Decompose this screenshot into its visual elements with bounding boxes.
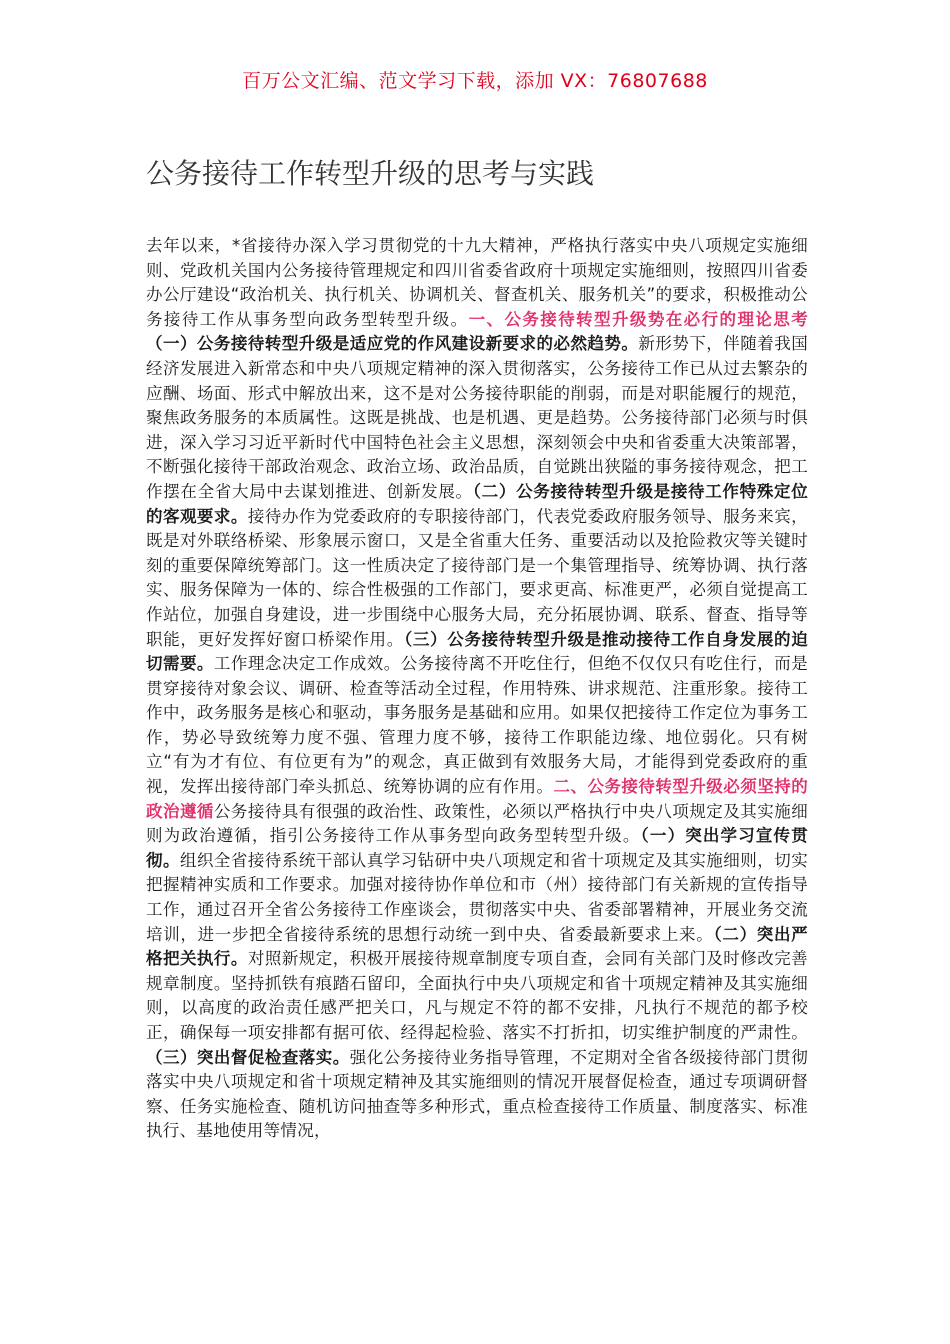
body-text-run: 强化公务接待业务指导管理，不定期对全省各级接待部门贯彻落实中央八项规定和省十项规定精神及其实施细则的情况开展督促检查，通过专项调研督察、任务实施检查、随机访问抽查等多种形式，重点检查接待工作质量、制度落实、标准执行、基地使用等情况， xyxy=(146,1047,808,1141)
subsection-heading: （一）突出学习宣传贯彻。 xyxy=(146,826,808,870)
watermark-header: 百万公文汇编、范文学习下载，添加 VX：76807688 xyxy=(242,70,708,92)
section-heading: 一、公务接待转型升级势在必行的理论思考 xyxy=(468,309,809,329)
body-text-run: 对照新规定，积极开展接待规章制度专项自查，会同有关部门及时修改完善规章制度。坚持抓铁有痕踏石留印，全面执行中央八项规定和省十项规定精神及其实施细则，以高度的政治责任感严把关口，凡与规定不符的都不安排，凡执行不规范的都予校正，确保每一项安排都有据可依、经得起检验、落实不打折扣，切实维护制度的严肃性。 xyxy=(146,949,808,1042)
section-heading: 二、公务接待转型升级必须坚持的政治遵循 xyxy=(146,777,809,821)
subsection-heading: （一）公务接待转型升级是适应党的作风建设新要求的必然趋势。 xyxy=(146,334,639,354)
subsection-heading: （三）突出督促检查落实。 xyxy=(146,1047,350,1067)
document-title: 公务接待工作转型升级的思考与实践 xyxy=(146,157,595,190)
body-text-run: 公务接待具有很强的政治性、政策性，必须以严格执行中央八项规定及其实施细则为政治遵循，指引公务接待工作从事务型向政务型转型升级。 xyxy=(146,801,809,846)
body-text-run: 去年以来，*省接待办深入学习贯彻党的十九大精神，严格执行落实中央八项规定实施细则、党政机关国内公务接待管理规定和四川省委省政府十项规定实施细则，按照四川省委办公厅建设“政治机关、执行机关、协调机关、督查机关、服务机关”的要求，积极推动公务接待工作从事务型向政务型转型升级。 xyxy=(146,236,808,329)
subsection-heading: （二）公务接待转型升级是接待工作特殊定位的客观要求。 xyxy=(146,481,809,526)
subsection-heading: （三）公务接待转型升级是推动接待工作自身发展的迫切需要。 xyxy=(146,629,809,674)
body-text-run: 接待办作为党委政府的专职接待部门，代表党委政府服务领导、服务来宾，既是对外联络桥梁、形象展示窗口，又是全省重大任务、重要活动以及抢险救灾等关键时刻的重要保障统筹部门。这一性质决定了接待部门是一个集管理指导、统筹协调、执行落实、服务保障为一体的、综合性极强的工作部门，要求更高、标准更严，必须自觉提高工作站位，加强自身建设，进一步围绕中心服务大局，充分拓展协调、联系、督查、指导等职能，更好发挥好窗口桥梁作用。 xyxy=(146,506,808,649)
subsection-heading: （二）突出严格把关执行。 xyxy=(146,924,808,969)
document-body xyxy=(146,234,808,1144)
body-text-run: 新形势下，伴随着我国经济发展进入新常态和中央八项规定精神的深入贯彻落实，公务接待工作已从过去繁杂的应酬、场面、形式中解放出来，这不是对公务接待职能的削弱，而是对职能履行的规范，聚焦政务服务的本质属性。这既是挑战、也是机遇、更是趋势。公务接待部门必须与时俱进，深入学习习近平新时代中国特色社会主义思想，深刻领会中央和省委重大决策部署，不断强化接待干部政治观念、政治立场、政治品质，自觉跳出狭隘的事务接待观念，把工作摆在全省大局中去谋划推进、创新发展。 xyxy=(146,334,809,501)
body-text-run: 组织全省接待系统干部认真学习钻研中央八项规定和省十项规定及其实施细则，切实把握精神实质和工作要求。加强对接待协作单位和市（州）接待部门有关新规的宣传指导工作，通过召开全省公务接待工作座谈会，贯彻落实中央、省委部署精神，开展业务交流培训，进一步把全省接待系统的思想行动统一到中央、省委最新要求上来。 xyxy=(146,850,808,944)
body-text-run: 工作理念决定工作成效。公务接待离不开吃住行，但绝不仅仅只有吃住行，而是贯穿接待对象会议、调研、检查等活动全过程，作用特殊、讲求规范、注重形象。接待工作中，政务服务是核心和驱动，事务服务是基础和应用。如果仅把接待工作定位为事务工作，势必导致统筹力度不强、管理力度不够，接待工作职能边缘、地位弱化。只有树立“有为才有位、有位更有为”的观念，真正做到有效服务大局，才能得到党委政府的重视，发挥出接待部门牵头抓总、统筹协调的应有作用。 xyxy=(146,654,809,797)
